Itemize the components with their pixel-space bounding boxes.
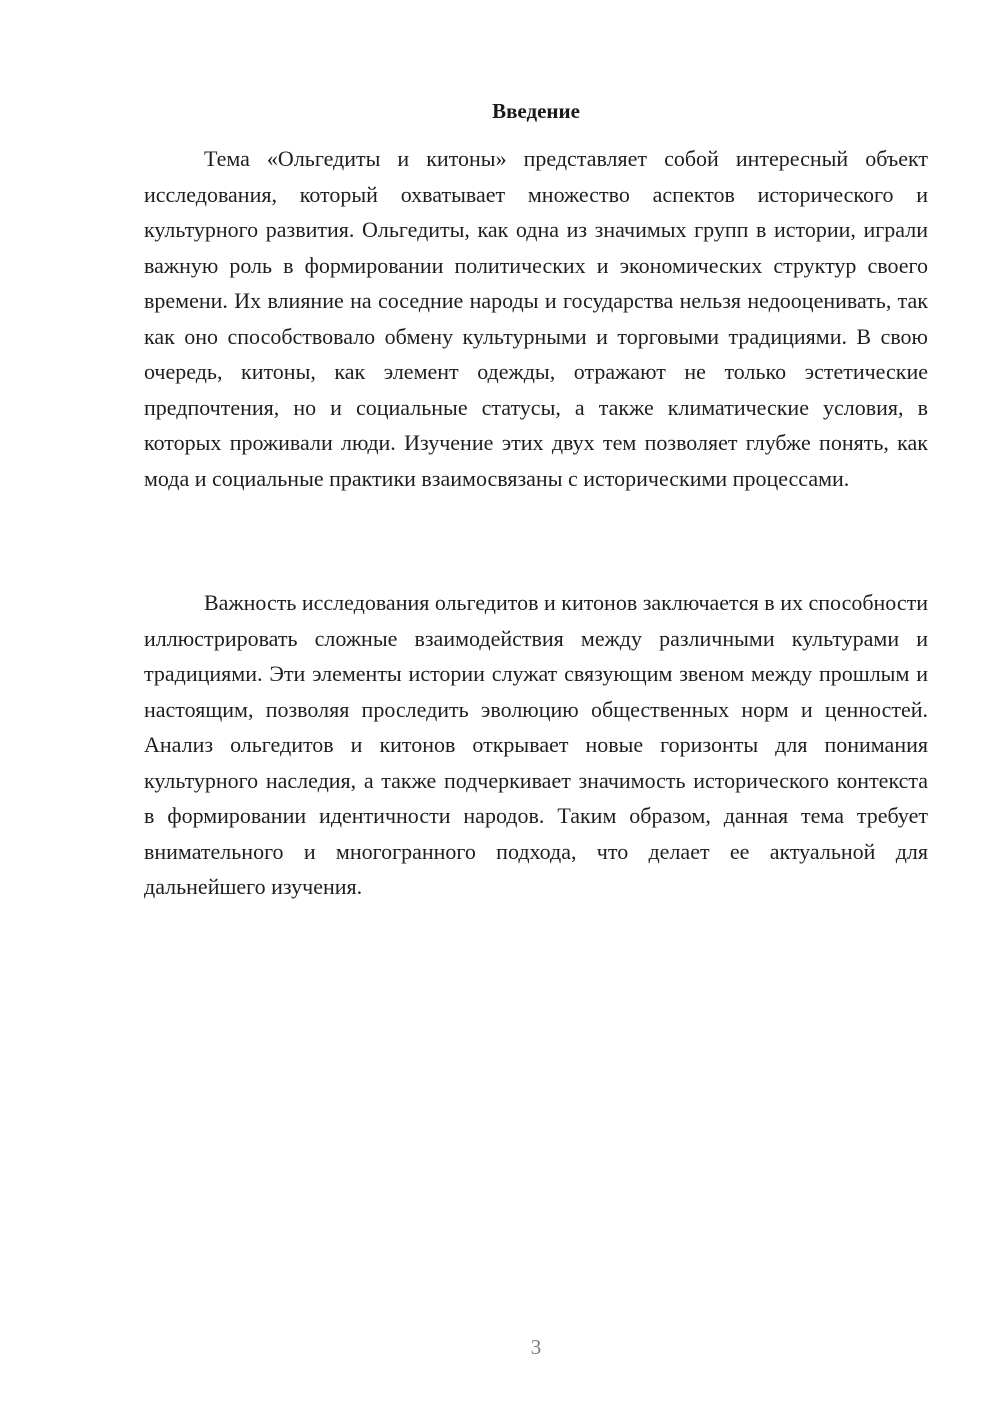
page-number: 3 [530,1335,542,1359]
body-paragraph-1: Тема «Ольгедиты и китоны» представляет собой интересный объект исследования, который охватывает множество аспектов исторического и культурного развития. Ольгедиты, как одна из значимых групп в истории, играли важную роль в формировании политических и экономических структур своего времени. Их влияние на соседние народы и государства нельзя недооценивать, так как оно способствовало обмену культурными и торговыми традициями. В свою очередь, китоны, как элемент одежды, отражают не только эстетические предпочтения, но и социальные статусы, а также климатические условия, в которых проживали люди. Изучение этих двух тем позволяет глубже понять, как мода и социальные практики взаимосвязаны с историческими процессами. [144,146,928,491]
section-heading: Введение [492,99,580,123]
body-paragraph-2: Важность исследования ольгедитов и китонов заключается в их способности иллюстрировать сложные взаимодействия между различными культурами и традициями. Эти элементы истории служат связующим звеном между прошлым и настоящим, позволяя проследить эволюцию общественных норм и ценностей. Анализ ольгедитов и китонов открывает новые горизонты для понимания культурного наследия, а также подчеркивает значимость исторического контекста в формировании идентичности народов. Таким образом, данная тема требует внимательного и многогранного подхода, что делает ее актуальной для дальнейшего изучения. [144,590,928,899]
